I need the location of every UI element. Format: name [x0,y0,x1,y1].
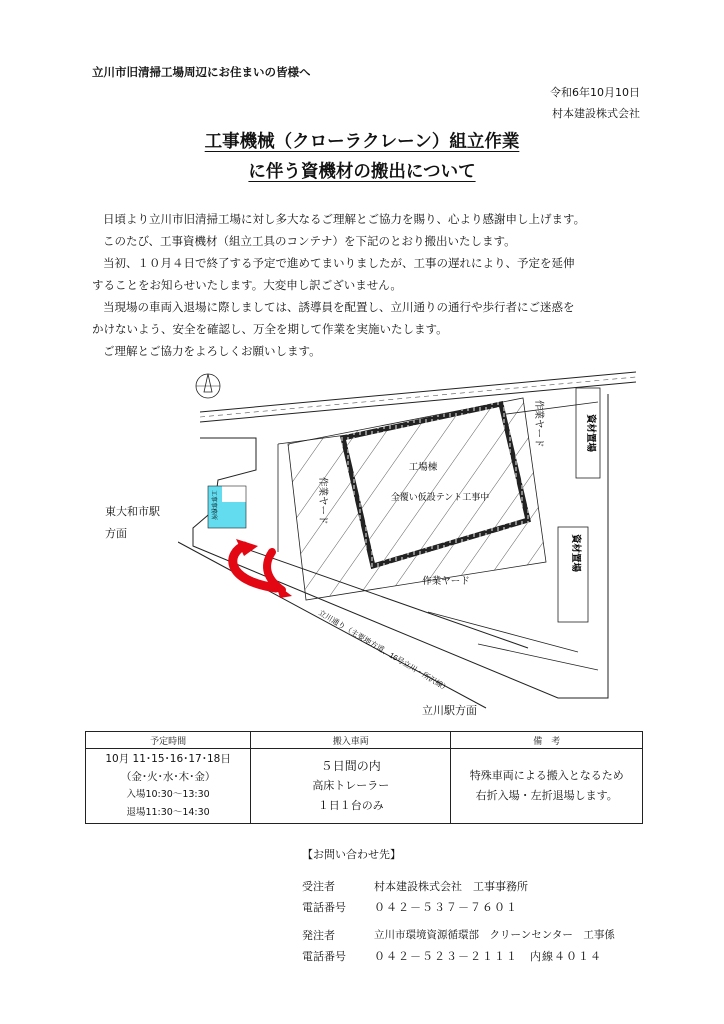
yard-left-label: 作業ヤード [317,477,328,525]
note-line2: 右折入場・左折退場します。 [475,789,618,802]
schedule-header-time: 予定時間 [86,732,251,749]
client-name: 立川市環境資源循環部 クリーンセンター 工事係 [374,929,615,941]
paragraph-safety-2: かけないよう、安全を確認し、万全を期して作業を実施いたします。 [92,322,448,336]
vehicle-count: １日１台のみ [317,799,384,812]
direction-higashiyamato-line1: 東大和市駅 [105,505,160,518]
road-label: 立川通り（主要地方道、16号立川・所沢線） [316,607,451,694]
schedule-table [85,731,643,824]
paragraph-closing: ご理解とご協力をよろしくお願いします。 [103,344,321,358]
body-text [92,208,632,362]
paragraph-delay-2: することをお知らせいたします。大変申し訳ございません。 [92,278,402,292]
schedule-time-cell [86,749,251,824]
direction-higashiyamato-line2: 方面 [105,527,127,540]
issue-date: 令和6年10月10日 [550,86,640,99]
entry-exit-arrows [233,539,292,598]
north-compass-icon [196,374,220,398]
schedule-weekdays: （金･火･水･木･金） [120,771,216,783]
paragraph-notice: このたび、工事資機材（組立工具のコンテナ）を下記のとおり搬出いたします。 [103,234,516,248]
vehicle-days: ５日間の内 [320,759,381,773]
document-title-line2: に伴う資機材の搬出について [248,162,476,182]
schedule-dates: 10月 11･15･16･17･18日 [105,753,231,765]
client-phone-label: 電話番号 [302,950,346,963]
site-map [178,352,636,720]
contractor-phone-label: 電話番号 [302,901,346,914]
site-office [208,486,246,528]
yard-bottom-label: 作業ヤード [422,576,470,587]
contractor-label: 受注者 [302,880,335,893]
schedule-exit: 退場11:30～14:30 [126,807,210,818]
schedule-header-vehicle: 搬入車両 [251,732,451,749]
contractor-phone: ０４２－５３７－７６０１ [374,901,518,914]
vehicle-type: 高床トレーラー [312,779,390,792]
direction-tachikawa-station: 立川駅方面 [422,704,477,717]
client-label: 発注者 [302,929,335,942]
materials-right-label: 資材置場 [570,534,581,573]
site-office-label: 工事事務所 [210,490,216,521]
schedule-notes-cell [451,749,643,824]
contact-heading: 【お問い合わせ先】 [302,848,401,861]
top-road [200,372,636,422]
paragraph-delay-1: 当初、１０月４日で終了する予定で進めてまいりましたが、工事の遅れにより、予定を延伸 [103,256,575,270]
tent-label: 全覆い仮設テント工事中 [390,492,490,502]
issuer-company: 村本建設株式会社 [552,107,640,120]
contractor-name: 村本建設株式会社 工事事務所 [374,880,528,893]
client-phone: ０４２－５２３－２１１１ 内線４０１４ [374,950,602,963]
schedule-header-notes: 備 考 [451,732,643,749]
factory-label: 工場棟 [408,462,438,473]
document-title-line1: 工事機械（クローラクレーン）組立作業 [204,132,520,152]
schedule-entry: 入場10:30～13:30 [126,789,210,800]
schedule-vehicle-cell [251,749,451,824]
materials-top-label: 資材置場 [585,414,596,453]
paragraph-greeting: 日頃より立川市旧清掃工場に対し多大なるご理解とご協力を賜り、心より感謝申し上げます。 [103,212,586,226]
yard-right-label: 作業ヤード [533,400,544,448]
note-line1: 特殊車両による搬入となるため [469,769,624,782]
paragraph-safety-1: 当現場の車両入退場に際しましては、誘導員を配置し、立川通りの通行や歩行者にご迷惑を [103,300,575,314]
addressee: 立川市旧清掃工場周辺にお住まいの皆様へ [92,65,311,79]
